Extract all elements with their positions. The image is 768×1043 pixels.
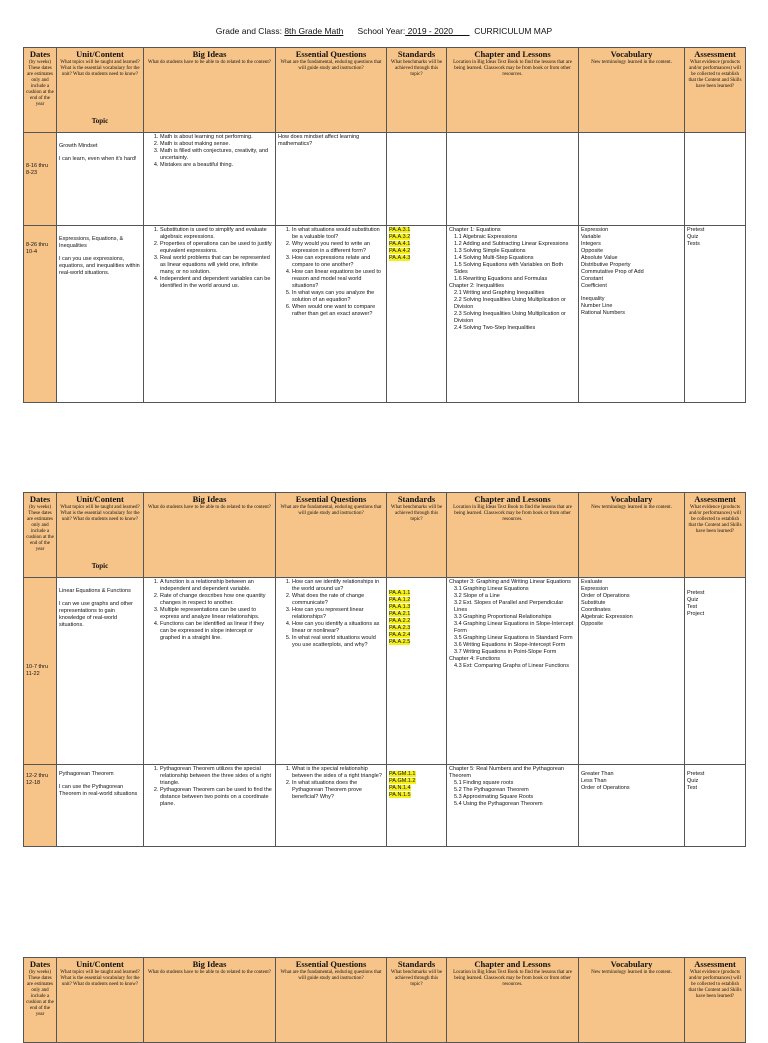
chapters-cell: [447, 133, 579, 226]
year-label: School Year:: [357, 26, 406, 36]
document-title: [0, 26, 768, 36]
curriculum-table-3: [23, 957, 746, 1043]
list-item: 1. A function is a relationship between an independent and dependent variable.: [160, 579, 273, 593]
lesson-item: 1.3 Solving Simple Equations: [454, 248, 526, 254]
lesson-item: 1.5 Solving Equations with Variables on Both Sides: [454, 262, 564, 275]
standards-header: Standards What benchmarks will be achieved through this topic?: [387, 958, 447, 1043]
assessment-item: Quiz: [687, 778, 699, 784]
list-item: 2. Math is about making sense.: [160, 141, 273, 148]
list-item: 4. How can you identify a situations as linear or nonlinear?: [292, 621, 384, 635]
lesson-item: 2.2 Solving Inequalities Using Multiplication or Division: [454, 297, 566, 310]
assessment-item: Project: [687, 611, 705, 617]
questions-cell: [276, 226, 387, 403]
unit-cell: [57, 765, 144, 847]
questions-cell: [276, 578, 387, 765]
questions-header: Essential Questions What are the fundamental, enduring questions that will guide study and instruction?: [276, 493, 387, 578]
chapters-header: Chapter and Lessons Location in Big Ideas Text Book to find the lessons that are being learned. Classwork may be from book or from other resources.: [447, 958, 579, 1043]
vocab-item: Expression: [581, 227, 609, 233]
list-item: 4. Functions can be identified as linear if they can be expressed in slope intercept or graphed in a straight line.: [160, 621, 273, 642]
list-item: 2. In what situations does the Pythagorean Theorem prove beneficial? Why?: [292, 780, 384, 801]
questions-header: Essential Questions What are the fundamental, enduring questions that will guide study and instruction?: [276, 958, 387, 1043]
standards-cell: [387, 226, 447, 403]
assessment-item: Pretest: [687, 771, 705, 777]
standards-cell: [387, 133, 447, 226]
chapters-cell: [447, 578, 579, 765]
lesson-item: 2.3 Solving Inequalities Using Multiplication or Division: [454, 311, 566, 324]
unit-cell: [57, 226, 144, 403]
vocab-item: Integers: [581, 241, 601, 247]
vocab-cell: [579, 133, 685, 226]
unit-description: I can you use expressions, equations, and inequalities within real-world situations.: [59, 256, 140, 276]
lesson-item: 5.4 Using the Pythagorean Theorem: [454, 801, 543, 807]
lesson-item: 4.3 Ext: Comparing Graphs of Linear Functions: [454, 663, 569, 669]
list-item: 3. Math is filled with conjectures, creativity, and uncertainty.: [160, 148, 273, 162]
unit-description: I can use the Pythagorean Theorem in real-world situations: [59, 784, 138, 797]
big-ideas-header: Big Ideas What do students have to be able to do related to the content?: [144, 493, 276, 578]
list-item: 4. Independent and dependent variables can be identified in the world around us.: [160, 276, 273, 290]
assessment-item: Test: [687, 604, 698, 610]
header-row: [24, 958, 746, 1043]
list-item: 4. Mistakes are a beautiful thing.: [160, 162, 273, 169]
list-item: 1. Pythagorean Theorem utilizes the special relationship between the three sides of a right triangle.: [160, 766, 273, 787]
standard-code: PA.A.4.1: [389, 241, 411, 247]
row-dates: 10-7 thru 11-22: [24, 578, 57, 765]
chapters-header: Chapter and Lessons Location in Big Ideas Text Book to find the lessons that are being learned. Classwork may be from book or from other resources.: [447, 493, 579, 578]
big-ideas-cell: [144, 226, 276, 403]
standard-code: PA.A.3.2: [389, 234, 411, 240]
vocab-item: Greater Than: [581, 771, 614, 777]
unit-cell: [57, 133, 144, 226]
standard-code: PA.A.1.3: [389, 604, 411, 610]
standard-code: PA.N.1.5: [389, 792, 411, 798]
list-item: 2. Why would you need to write an expression in a different form?: [292, 241, 384, 255]
vocab-item: Expression: [581, 586, 609, 592]
vocab-item: Order of Operations: [581, 593, 630, 599]
chapter-heading: Chapter 4: Functions: [449, 656, 501, 662]
chapter-heading: Chapter 1: Equations: [449, 227, 501, 233]
unit-title: Linear Equations & Functions: [59, 588, 131, 594]
list-item: 1. Substitution is used to simplify and evaluate algebraic expressions.: [160, 227, 273, 241]
list-item: 3. Real world problems that can be represented as linear equations will yield one, infinite many, or no solution.: [160, 255, 273, 276]
lesson-item: 5.2 The Pythagorean Theorem: [454, 787, 529, 793]
big-ideas-cell: [144, 578, 276, 765]
standard-code: PA.A.2.3: [389, 625, 411, 631]
vocab-header: Vocabulary New terminology learned in the content.: [579, 493, 685, 578]
curriculum-table-1: [23, 47, 746, 403]
list-item: 1. What is the special relationship between the sides of a right triangle?: [292, 766, 384, 780]
assessment-item: Test: [687, 785, 698, 791]
lesson-item: 3.6 Writing Equations in Slope-Intercept Form: [454, 642, 566, 648]
unit-header: Unit/Content What topics will be taught and learned? What is the essential vocabulary for the unit? What do students need to know? Topic: [57, 48, 144, 133]
vocab-item: Less Than: [581, 778, 607, 784]
list-item: 2. Pythagorean Theorem can be used to find the distance between two points on a coordinate plane.: [160, 787, 273, 808]
lesson-item: 3.4 Graphing Linear Equations in Slope-Intercept Form: [454, 621, 574, 634]
chapters-header: Chapter and Lessons Location in Big Ideas Text Book to find the lessons that are being learned. Classwork may be from book or from other resources.: [447, 48, 579, 133]
standard-code: PA.GM.1.2: [389, 778, 416, 784]
vocab-item: Absolute Value: [581, 255, 618, 261]
vocab-item: Coefficient: [581, 283, 607, 289]
list-item: 2. Rate of change describes how one quantity changes in respect to another.: [160, 593, 273, 607]
assessment-item: Pretest: [687, 227, 705, 233]
unit-title: Pythagorean Theorem: [59, 771, 114, 777]
lesson-item: 3.3 Graphing Proportional Relationships: [454, 614, 552, 620]
vocab-item: Number Line: [581, 303, 613, 309]
row-dates: 12-2 thru 12-18: [24, 765, 57, 847]
table-row: [24, 133, 746, 226]
chapters-cell: [447, 765, 579, 847]
standard-code: PA.A.2.5: [389, 639, 411, 645]
lesson-item: 3.2 Ext. Slopes of Parallel and Perpendicular Lines: [454, 600, 564, 613]
lesson-item: 1.4 Solving Multi-Step Equations: [454, 255, 534, 261]
assessment-item: Tests: [687, 241, 700, 247]
questions-cell: [276, 133, 387, 226]
grade-label: Grade and Class:: [215, 26, 282, 36]
chapter-heading: Chapter 3: Graphing and Writing Linear Equations: [449, 579, 571, 585]
dates-header: Dates (by weeks) These dates are estimates only and include a cushion at the end of the year: [24, 493, 57, 578]
standard-code: PA.A.4.3: [389, 255, 411, 261]
list-item: 1. Math is about learning not performing.: [160, 134, 273, 141]
lesson-item: 3.5 Graphing Linear Equations in Standard Form: [454, 635, 573, 641]
vocab-item: Inequality: [581, 296, 605, 302]
list-item: 2. What does the rate of change communicate?: [292, 593, 384, 607]
vocab-item: Commutative Prop of Add: [581, 269, 644, 275]
vocab-item: Order of Operations: [581, 785, 630, 791]
vocab-item: Distributive Property: [581, 262, 631, 268]
vocab-item: Evaluate: [581, 579, 603, 585]
unit-header: Unit/Content What topics will be taught and learned? What is the essential vocabulary for the unit? What do students need to know? Topic: [57, 493, 144, 578]
table-row: [24, 578, 746, 765]
standard-code: PA.A.2.2: [389, 618, 411, 624]
standard-code: PA.A.1.2: [389, 597, 411, 603]
table-row: [24, 226, 746, 403]
assessment-cell: [685, 133, 746, 226]
standard-code: PA.A.4.2: [389, 248, 411, 254]
vocab-header: Vocabulary New terminology learned in the content.: [579, 958, 685, 1043]
standard-code: PA.N.1.4: [389, 785, 411, 791]
big-ideas-cell: [144, 133, 276, 226]
assessment-item: Quiz: [687, 234, 699, 240]
unit-description: I can learn, even when it's hard!: [59, 156, 137, 162]
chapters-cell: [447, 226, 579, 403]
lesson-item: 5.3 Approximating Square Roots: [454, 794, 534, 800]
standard-code: PA.GM.1.1: [389, 771, 416, 777]
lesson-item: 1.2 Adding and Subtracting Linear Expressions: [454, 241, 569, 247]
vocab-item: Substitute: [581, 600, 606, 606]
list-item: 2. Properties of operations can be used to justify equivalent expressions.: [160, 241, 273, 255]
standard-code: PA.A.1.1: [389, 590, 411, 596]
year-value: 2019 - 2020: [405, 26, 454, 36]
lesson-item: 3.7 Writing Equations in Point-Slope Form: [454, 649, 557, 655]
assessment-header: Assessment What evidence (products and/or performances) will be collected to establish that the Content and Skills have been learned?: [685, 493, 746, 578]
assessment-header: Assessment What evidence (products and/or performances) will be collected to establish that the Content and Skills have been learned?: [685, 958, 746, 1043]
assessment-cell: [685, 765, 746, 847]
list-item: 3. Multiple representations can be used to express and analyze linear relationships.: [160, 607, 273, 621]
vocab-item: Variable: [581, 234, 601, 240]
vocab-cell: [579, 226, 685, 403]
header-row: [24, 493, 746, 578]
assessment-item: Quiz: [687, 597, 699, 603]
unit-description: I can we use graphs and other representations to gain knowledge of real-world situations.: [59, 601, 133, 628]
standard-code: PA.A.3.1: [389, 227, 411, 233]
unit-header: Unit/Content What topics will be taught and learned? What is the essential vocabulary for the unit? What do students need to know?: [57, 958, 144, 1043]
assessment-item: Pretest: [687, 590, 705, 596]
vocab-header: Vocabulary New terminology learned in the content.: [579, 48, 685, 133]
big-ideas-cell: [144, 765, 276, 847]
map-label: CURRICULUM MAP: [474, 26, 553, 36]
questions-cell: [276, 765, 387, 847]
lesson-item: 2.4 Solving Two-Step Inequalities: [454, 325, 536, 331]
standards-header: Standards What benchmarks will be achieved through this topic?: [387, 493, 447, 578]
standard-code: PA.A.2.4: [389, 632, 411, 638]
unit-cell: [57, 578, 144, 765]
assessment-cell: [685, 226, 746, 403]
curriculum-table-2: [23, 492, 746, 847]
row-dates: 8-26 thru 10-4: [24, 226, 57, 403]
dates-header: Dates (by weeks) These dates are estimates only and include a cushion at the end of the year: [24, 958, 57, 1043]
question-text: How does mindset affect learning mathematics?: [278, 134, 360, 147]
grade-value: 8th Grade Math: [284, 26, 344, 36]
list-item: 1. How can we identify relationships in the world around us?: [292, 579, 384, 593]
big-ideas-header: Big Ideas What do students have to be able to do related to the content?: [144, 48, 276, 133]
vocab-item: Rational Numbers: [581, 310, 626, 316]
big-ideas-header: Big Ideas What do students have to be able to do related to the content?: [144, 958, 276, 1043]
list-item: 4. How can linear equations be used to reason and model real world situations?: [292, 269, 384, 290]
vocab-item: Constant: [581, 276, 604, 282]
vocab-item: Coordinates: [581, 607, 611, 613]
unit-title: Expressions, Equations, & Inequalities: [59, 236, 124, 249]
lesson-item: 3.2 Slope of a Line: [454, 593, 500, 599]
assessment-cell: [685, 578, 746, 765]
lesson-item: 1.1 Algebraic Expressions: [454, 234, 518, 240]
lesson-item: 3.1 Graphing Linear Equations: [454, 586, 529, 592]
lesson-item: 1.6 Rewriting Equations and Formulas: [454, 276, 548, 282]
list-item: 5. In what ways can you analyze the solution of an equation?: [292, 290, 384, 304]
chapter-heading: Chapter 2: Inequalities: [449, 283, 505, 289]
lesson-item: 2.1 Writing and Graphing Inequalities: [454, 290, 545, 296]
standard-code: PA.A.2.1: [389, 611, 411, 617]
dates-header: Dates (by weeks) These dates are estimates only and include a cushion at the end of the year: [24, 48, 57, 133]
standards-cell: [387, 578, 447, 765]
header-row: [24, 48, 746, 133]
table-row: [24, 765, 746, 847]
row-dates: 8-16 thru 8-23: [24, 133, 57, 226]
assessment-header: Assessment What evidence (products and/or performances) will be collected to establish that the Content and Skills have been learned?: [685, 48, 746, 133]
vocab-item: Algebraic Expression: [581, 614, 633, 620]
standards-header: Standards What benchmarks will be achieved through this topic?: [387, 48, 447, 133]
questions-header: Essential Questions What are the fundamental, enduring questions that will guide study and instruction?: [276, 48, 387, 133]
unit-title: Growth Mindset: [59, 143, 98, 149]
list-item: 3. How can you represent linear relationships?: [292, 607, 384, 621]
list-item: 1. In what situations would substitution be a valuable tool?: [292, 227, 384, 241]
standards-cell: [387, 765, 447, 847]
list-item: 5. In what real world situations would you use scatterplots, and why?: [292, 635, 384, 649]
list-item: 3. How can expressions relate and compare to one another?: [292, 255, 384, 269]
vocab-item: Opposite: [581, 621, 604, 627]
vocab-cell: [579, 578, 685, 765]
list-item: 6. When would one want to compare rather than get an exact answer?: [292, 304, 384, 318]
lesson-item: 5.1 Finding square roots: [454, 780, 514, 786]
vocab-item: Opposite: [581, 248, 604, 254]
chapter-heading: Chapter 5: Real Numbers and the Pythagorean Theorem: [449, 766, 564, 779]
vocab-cell: [579, 765, 685, 847]
